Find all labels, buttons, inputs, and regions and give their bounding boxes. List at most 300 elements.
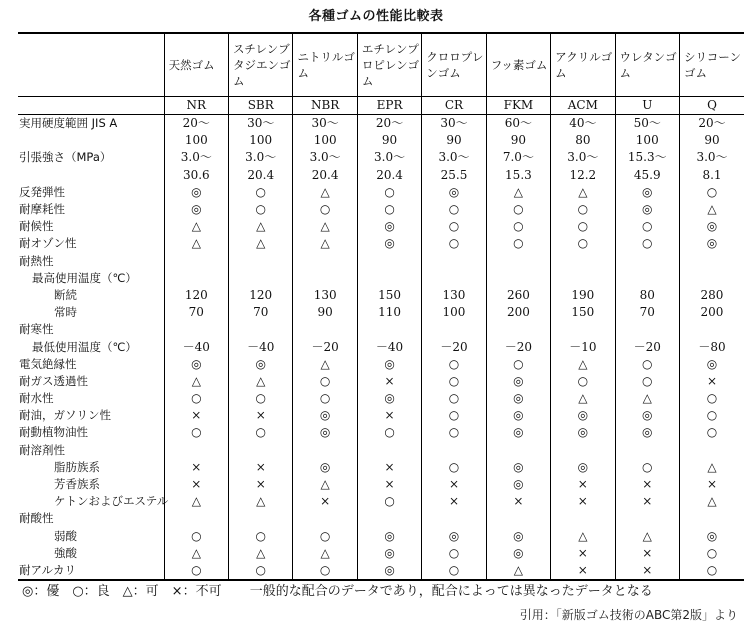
row-label: 脂肪族系 [54,459,100,474]
table-cell: ○ [679,390,744,407]
table-cell [293,510,357,527]
table-cell: × [164,476,228,493]
table-cell [229,270,293,287]
table-cell: ○ [551,201,615,218]
table-cell: 3.0～ [164,149,228,166]
table-cell: 30.6 [164,167,228,184]
table-cell: ○ [229,201,293,218]
table-cell: ◎ [357,562,421,580]
table-cell: 100 [229,132,293,149]
table-cell [551,270,615,287]
table-cell: ◎ [229,356,293,373]
table-cell: ◎ [293,407,357,424]
table-cell [551,510,615,527]
table-cell: 130 [422,287,486,304]
table-row [18,338,744,355]
table-cell: △ [229,218,293,235]
column-abbreviation: Q [679,97,744,115]
table-cell: × [486,493,550,510]
table-cell [422,442,486,459]
column-abbreviation: U [615,97,679,115]
table-cell: ◎ [357,356,421,373]
table-cell: 7.0～ [486,149,550,166]
table-cell: 12.2 [551,167,615,184]
table-cell [357,253,421,270]
table-cell: ◎ [486,545,550,562]
table-cell: × [422,476,486,493]
table-cell: 130 [293,287,357,304]
table-cell: ○ [422,390,486,407]
table-cell: × [357,459,421,476]
table-cell [229,442,293,459]
table-row [18,562,744,580]
table-cell: ○ [615,235,679,252]
table-cell [164,270,228,287]
table-cell [551,253,615,270]
column-header: クロロプレンゴム [422,33,486,97]
column-header: ウレタンゴム [615,33,679,97]
table-row [18,390,744,407]
table-cell: 8.1 [679,167,744,184]
table-cell [422,510,486,527]
table-cell: ○ [679,184,744,201]
row-label: 反発弾性 [19,184,65,199]
table-cell: ◎ [486,476,550,493]
table-cell: 200 [486,304,550,321]
table-row [18,132,744,149]
table-cell: ◎ [357,390,421,407]
table-cell: ○ [422,235,486,252]
table-cell: △ [229,493,293,510]
table-cell: △ [551,390,615,407]
row-label: 耐酸性 [19,511,54,526]
table-cell: △ [229,545,293,562]
row-label: ケトンおよびエステル [54,494,169,509]
table-cell: 100 [615,132,679,149]
table-cell: ◎ [679,235,744,252]
table-row [18,149,744,166]
table-cell: 70 [615,304,679,321]
row-label: 最高使用温度（℃） [32,270,137,285]
table-cell [551,321,615,338]
table-cell [615,253,679,270]
table-cell: △ [164,235,228,252]
table-cell [486,253,550,270]
table-cell: ○ [615,218,679,235]
table-cell: ○ [164,424,228,441]
table-cell [229,321,293,338]
table-row [18,459,744,476]
table-cell: ○ [551,235,615,252]
table-cell: －20 [293,338,357,355]
table-cell: 20.4 [293,167,357,184]
table-cell: ○ [229,184,293,201]
table-cell: 100 [293,132,357,149]
table-cell: × [229,407,293,424]
table-cell: ○ [679,424,744,441]
table-cell [357,321,421,338]
table-cell: 120 [164,287,228,304]
table-cell: ○ [615,356,679,373]
table-cell: × [293,493,357,510]
table-cell [164,321,228,338]
source-citation: 引用：「新版ゴム技術のABC第2版」より [519,608,738,622]
table-cell: △ [486,184,550,201]
table-cell [679,510,744,527]
table-cell: ◎ [357,545,421,562]
table-cell: 70 [164,304,228,321]
table-cell: △ [293,545,357,562]
table-cell: 3.0～ [229,149,293,166]
table-cell: ◎ [422,528,486,545]
table-cell: 120 [229,287,293,304]
table-cell: 80 [615,287,679,304]
table-cell: ○ [422,218,486,235]
table-cell: ○ [422,373,486,390]
row-label: 常時 [54,305,77,320]
table-cell: ○ [164,562,228,580]
table-cell: ○ [293,373,357,390]
table-row [18,218,744,235]
table-cell: × [615,562,679,580]
table-cell: ○ [422,201,486,218]
table-cell: 20～ [164,115,228,133]
row-label: 耐ガス透過性 [19,373,88,388]
row-label: 耐寒性 [19,322,54,337]
table-cell: ◎ [486,407,550,424]
table-cell [164,253,228,270]
table-cell: × [679,373,744,390]
table-cell: 15.3～ [615,149,679,166]
table-cell: ○ [293,528,357,545]
row-label: 実用硬度範囲 JIS A [19,116,118,131]
table-row [18,510,744,527]
legend [22,580,653,599]
table-cell: 70 [229,304,293,321]
table-cell: ○ [679,562,744,580]
table-row [18,115,744,133]
table-cell: ◎ [293,424,357,441]
table-cell: ◎ [357,235,421,252]
table-row [18,287,744,304]
table-cell: × [615,476,679,493]
abbreviation-row [18,97,744,115]
table-cell: －40 [164,338,228,355]
table-cell [422,321,486,338]
table-row [18,356,744,373]
table-cell: △ [229,235,293,252]
table-cell: ◎ [293,459,357,476]
table-cell: × [229,459,293,476]
row-label: 耐候性 [19,219,54,234]
legend-marks: ◎：優 ○：良 △：可 ×：不可 [22,584,222,599]
table-cell: △ [486,562,550,580]
table-cell: × [615,493,679,510]
row-label [18,167,164,184]
row-label: 耐熱性 [19,253,54,268]
table-cell: △ [551,356,615,373]
table-cell: △ [679,459,744,476]
table-cell: ◎ [164,356,228,373]
row-label: 強酸 [54,545,77,560]
table-cell: ○ [357,201,421,218]
table-cell: ○ [164,528,228,545]
column-abbreviation: SBR [229,97,293,115]
table-row [18,424,744,441]
table-cell: 20.4 [357,167,421,184]
table-cell: 50～ [615,115,679,133]
column-header: スチレンブタジエンゴム [229,33,293,97]
table-cell: ○ [422,459,486,476]
table-cell: 150 [357,287,421,304]
table-cell: △ [293,218,357,235]
row-label: 電気絶縁性 [19,356,77,371]
table-cell: 260 [486,287,550,304]
table-cell: －20 [615,338,679,355]
table-cell: 3.0～ [679,149,744,166]
table-cell: ○ [293,390,357,407]
table-cell: ◎ [679,218,744,235]
table-cell: 80 [551,132,615,149]
table-cell: －20 [486,338,550,355]
table-cell: 100 [422,304,486,321]
table-cell: × [357,407,421,424]
table-cell [293,253,357,270]
table-cell: 280 [679,287,744,304]
table-cell: × [551,476,615,493]
table-cell: －80 [679,338,744,355]
abbreviation-corner [18,97,164,115]
row-label: 耐水性 [19,391,54,406]
table-cell: △ [615,390,679,407]
table-cell [486,321,550,338]
column-abbreviation: FKM [486,97,550,115]
table-cell: △ [551,184,615,201]
table-cell: ◎ [551,407,615,424]
header-row [18,33,744,97]
table-cell [615,442,679,459]
table-cell: －40 [357,338,421,355]
table-cell: 60～ [486,115,550,133]
table-cell: △ [551,528,615,545]
row-label: 耐アルカリ [18,562,164,580]
table-row [18,476,744,493]
table-cell: 30～ [422,115,486,133]
column-abbreviation: NBR [293,97,357,115]
table-cell: ○ [357,493,421,510]
table-cell [486,270,550,287]
table-cell: △ [615,528,679,545]
table-cell: × [164,459,228,476]
table-cell: ◎ [486,459,550,476]
table-cell [293,442,357,459]
table-cell: ◎ [615,184,679,201]
table-cell: 90 [293,304,357,321]
table-row [18,201,744,218]
table-row [18,407,744,424]
table-row [18,235,744,252]
row-label: 引張強さ（MPa） [19,150,112,165]
column-abbreviation: NR [164,97,228,115]
table-cell: × [551,493,615,510]
table-cell: △ [229,373,293,390]
table-cell: 30～ [229,115,293,133]
table-cell [422,270,486,287]
row-label: 耐オゾン性 [19,236,77,251]
table-row [18,167,744,184]
table-cell: △ [164,545,228,562]
table-cell: 3.0～ [293,149,357,166]
table-cell [164,442,228,459]
table-row [18,270,744,287]
header-corner [18,33,164,97]
table-cell: ○ [229,424,293,441]
table-cell: ◎ [615,424,679,441]
table-row [18,442,744,459]
table-cell [679,442,744,459]
rubber-comparison-table [18,32,744,581]
table-cell: × [679,476,744,493]
table-cell: 3.0～ [357,149,421,166]
table-cell: ◎ [357,528,421,545]
table-row [18,304,744,321]
table-cell: 20～ [679,115,744,133]
table-cell: × [357,476,421,493]
legend-note: 一般的な配合のデータであり，配合によっては異なったデータとなる [249,584,653,599]
table-cell: －40 [229,338,293,355]
table-cell: × [229,476,293,493]
table-cell: ○ [229,562,293,580]
row-label: 芳香族系 [54,477,100,492]
table-cell: × [551,562,615,580]
table-cell [293,270,357,287]
table-cell [229,510,293,527]
row-label: 耐摩耗性 [19,202,65,217]
table-cell: △ [293,356,357,373]
table-cell: × [164,407,228,424]
table-cell: ○ [486,356,550,373]
table-cell: ○ [422,407,486,424]
table-cell [615,270,679,287]
table-cell [357,442,421,459]
table-cell [615,510,679,527]
table-cell: × [551,545,615,562]
table-cell: △ [164,373,228,390]
table-cell: ○ [679,407,744,424]
row-label: 耐溶剤性 [19,442,65,457]
row-label: 最低使用温度（℃） [32,339,137,354]
column-header: ニトリルゴム [293,33,357,97]
table-row [18,528,744,545]
column-header: フッ素ゴム [486,33,550,97]
table-cell: ○ [422,545,486,562]
table-cell: ◎ [679,356,744,373]
table-cell [357,510,421,527]
table-cell: 90 [679,132,744,149]
table-cell: ◎ [486,424,550,441]
table-cell: ◎ [551,424,615,441]
table-row [18,253,744,270]
table-cell [486,442,550,459]
table-cell [551,442,615,459]
table-cell [679,321,744,338]
table-row [18,184,744,201]
table-cell: ○ [551,373,615,390]
table-cell: 90 [422,132,486,149]
row-label [18,132,164,149]
table-cell: △ [293,184,357,201]
table-cell: × [422,493,486,510]
table-cell: △ [293,476,357,493]
table-cell: 3.0～ [422,149,486,166]
table-cell: △ [164,218,228,235]
table-cell: 190 [551,287,615,304]
table-cell: ○ [422,356,486,373]
table-cell [229,253,293,270]
table-cell [679,253,744,270]
table-cell: 100 [164,132,228,149]
table-cell: ○ [615,459,679,476]
column-abbreviation: EPR [357,97,421,115]
table-cell: ○ [164,390,228,407]
row-label: 耐動植物油性 [19,425,88,440]
table-cell: ○ [357,424,421,441]
table-row [18,545,744,562]
table-cell: 15.3 [486,167,550,184]
column-header: エチレンプロピレンゴム [357,33,421,97]
table-cell: ○ [486,201,550,218]
table-cell: ◎ [164,201,228,218]
table-cell: ◎ [615,407,679,424]
table-row [18,373,744,390]
column-header: 天然ゴム [164,33,228,97]
table-row [18,321,744,338]
table-cell: 45.9 [615,167,679,184]
table-cell: △ [679,201,744,218]
table-cell: 200 [679,304,744,321]
table-cell: ○ [679,545,744,562]
table-cell: 90 [486,132,550,149]
table-cell: 150 [551,304,615,321]
table-cell [357,270,421,287]
table-cell [615,321,679,338]
table-cell: ○ [615,373,679,390]
table-cell: 90 [357,132,421,149]
table-cell: ◎ [615,201,679,218]
table-cell: 20～ [357,115,421,133]
column-abbreviation: ACM [551,97,615,115]
table-cell: ◎ [679,528,744,545]
table-cell: ○ [293,562,357,580]
table-cell: －10 [551,338,615,355]
table-cell: ◎ [164,184,228,201]
table-cell: 30～ [293,115,357,133]
table-cell: 20.4 [229,167,293,184]
table-cell [679,270,744,287]
column-abbreviation: CR [422,97,486,115]
table-cell: ◎ [486,373,550,390]
table-title: 各種ゴムの性能比較表 [308,9,444,24]
table-cell: △ [293,235,357,252]
table-cell [164,510,228,527]
table-cell: ○ [422,424,486,441]
table-row [18,493,744,510]
table-cell: ◎ [357,218,421,235]
table-cell: ○ [229,528,293,545]
table-cell: ◎ [486,528,550,545]
table-cell: ○ [422,562,486,580]
table-cell: ○ [229,390,293,407]
